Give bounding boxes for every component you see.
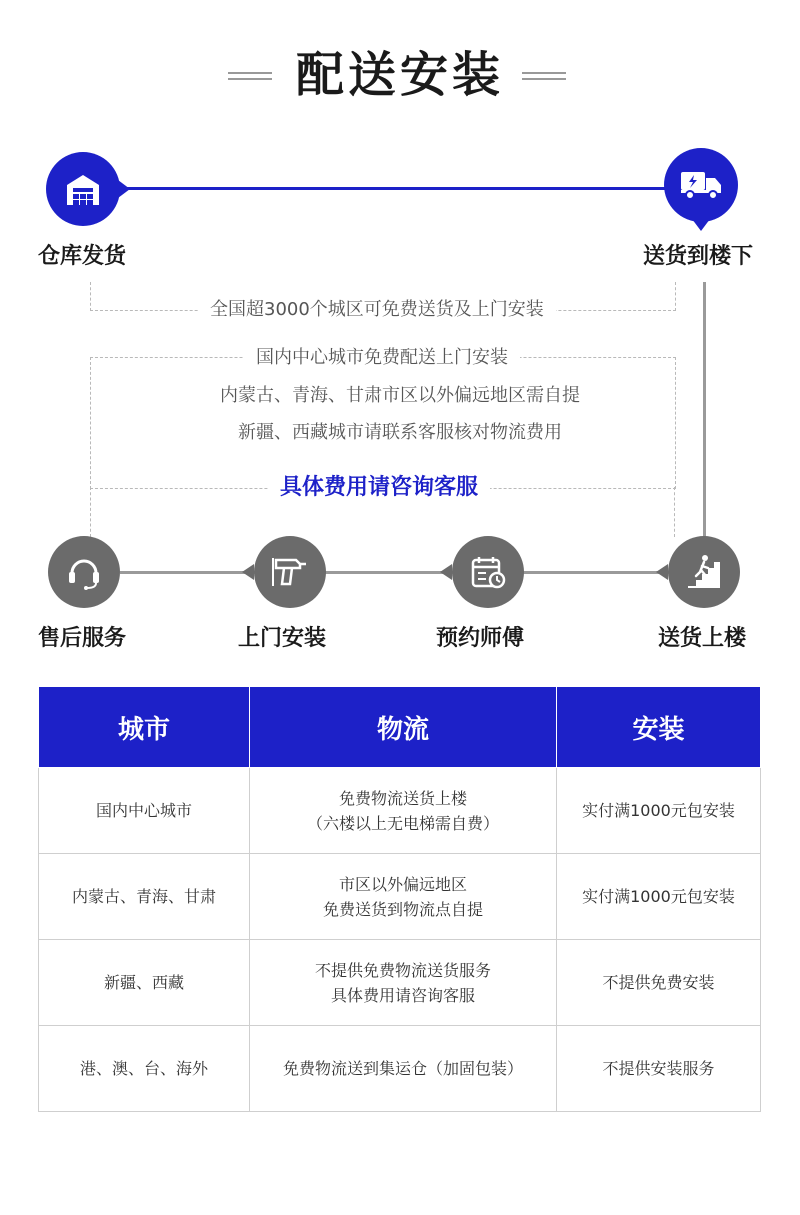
- step-label-upstairs: 送货上楼: [658, 626, 747, 651]
- bottom-flow-line: [120, 571, 680, 574]
- after-sales-step: [48, 536, 120, 608]
- logistics-line: （六楼以上无电梯需自费）: [306, 813, 499, 833]
- table-header-row: [39, 687, 761, 768]
- header-city: 城市: [39, 687, 250, 768]
- install-pointer: [242, 564, 254, 580]
- install-cell: 实付满1000元包安装: [557, 854, 761, 940]
- logistics-line: 不提供免费物流送货服务: [314, 960, 491, 980]
- warehouse-pointer: [118, 180, 130, 198]
- upstairs-step: [668, 536, 740, 608]
- downstairs-label: 送货到楼下: [643, 244, 754, 269]
- drill-icon: [270, 552, 310, 592]
- top-flow-line: [120, 187, 680, 190]
- table-row: [39, 940, 761, 1026]
- table-row: [39, 768, 761, 854]
- appointment-step: [452, 536, 524, 608]
- logistics-line: 免费送货到物流点自提: [322, 899, 483, 919]
- dashed-connector-right: [674, 487, 675, 537]
- calendar-icon: [468, 552, 508, 592]
- page-title: 配送安装: [295, 47, 504, 103]
- logistics-line: 免费物流送到集运仓（加固包装）: [282, 1059, 523, 1078]
- truck-icon: [679, 168, 723, 202]
- note-remote-areas: 内蒙古、青海、甘肃市区以外偏远地区需自提: [220, 385, 580, 406]
- install-cell: 不提供免费安装: [557, 940, 761, 1026]
- logistics-cell: [250, 854, 557, 940]
- shipping-table: [38, 686, 761, 1112]
- title-decoration-right: [522, 72, 566, 80]
- appointment-pointer: [440, 564, 452, 580]
- city-cell: 港、澳、台、海外: [39, 1026, 250, 1112]
- headset-icon: [65, 553, 103, 591]
- logistics-cell: [250, 940, 557, 1026]
- step-label-after-sales: 售后服务: [38, 626, 127, 651]
- note-central-cities: 国内中心城市免费配送上门安装: [244, 346, 520, 370]
- stairs-icon: [684, 552, 724, 592]
- city-cell: 内蒙古、青海、甘肃: [39, 854, 250, 940]
- install-cell: 实付满1000元包安装: [557, 768, 761, 854]
- note-free-delivery: 全国超3000个城区可免费送货及上门安装: [198, 298, 556, 322]
- warehouse-icon: [63, 169, 103, 209]
- warehouse-label: 仓库发货: [38, 244, 127, 269]
- warehouse-step: [46, 152, 120, 226]
- logistics-line: 免费物流送货上楼: [338, 788, 467, 808]
- truck-pointer: [692, 219, 710, 231]
- step-label-install: 上门安装: [238, 626, 327, 651]
- table-row: [39, 854, 761, 940]
- upstairs-pointer: [656, 564, 668, 580]
- logistics-cell: [250, 768, 557, 854]
- right-flow-line: [703, 282, 706, 538]
- logistics-line: 具体费用请咨询客服: [330, 985, 475, 1005]
- consult-text: 具体费用请咨询客服: [268, 474, 490, 502]
- step-label-appointment: 预约师傅: [436, 626, 525, 651]
- table-row: [39, 1026, 761, 1112]
- install-cell: 不提供安装服务: [557, 1026, 761, 1112]
- logistics-line: 市区以外偏远地区: [338, 874, 467, 894]
- truck-step: [664, 148, 738, 222]
- install-step: [254, 536, 326, 608]
- note-xinjiang-tibet: 新疆、西藏城市请联系客服核对物流费用: [238, 422, 562, 443]
- city-cell: 新疆、西藏: [39, 940, 250, 1026]
- dashed-connector: [90, 487, 91, 537]
- city-cell: 国内中心城市: [39, 768, 250, 854]
- header-install: 安装: [557, 687, 761, 768]
- logistics-cell: [250, 1026, 557, 1112]
- header-logistics: 物流: [250, 687, 557, 768]
